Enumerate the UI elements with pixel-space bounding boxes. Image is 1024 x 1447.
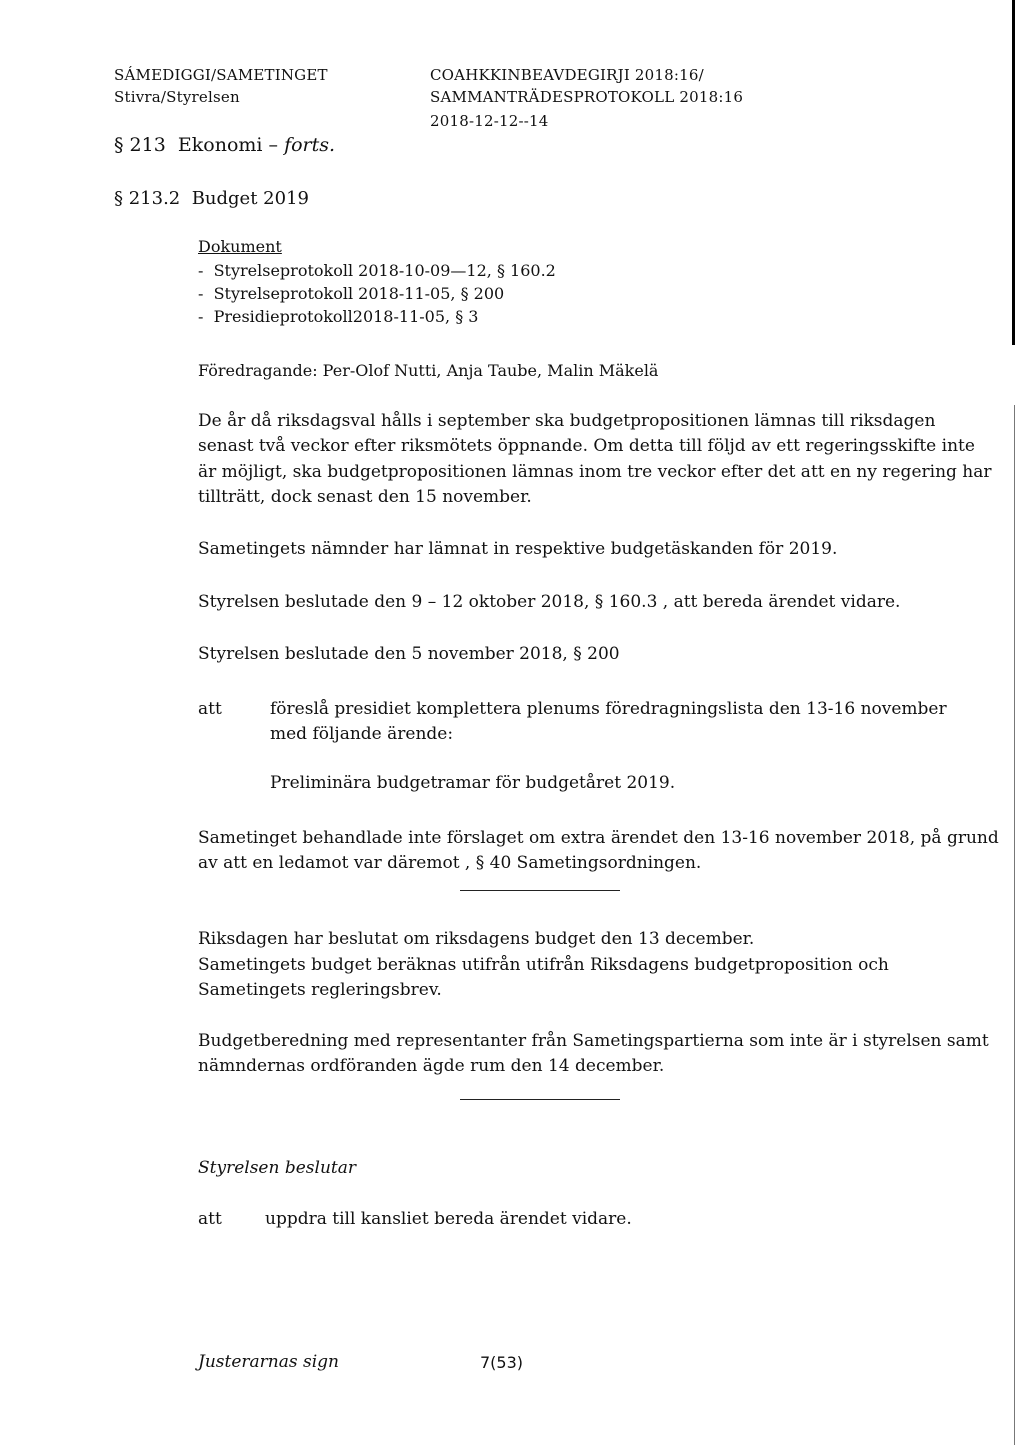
protocol-title: COAHKKINBEAVDEGIRJI 2018:16/ [430, 66, 704, 84]
paragraph: Styrelsen beslutade den 9 – 12 oktober 2018, § 160.3 , att bereda ärendet vidare. [198, 592, 901, 612]
section-forts: forts. [284, 134, 336, 156]
paragraph: Sametingets nämnder har lämnat in respektive budgetäskanden för 2019. [198, 539, 838, 559]
org-name: SÁMEDIGGI/SAMETINGET [114, 66, 328, 84]
att-marker: att [198, 699, 222, 719]
presenters: Föredragande: Per-Olof Nutti, Anja Taube, Malin Mäkelä [198, 361, 659, 380]
agenda-item: Preliminära budgetramar för budgetåret 2019. [270, 773, 676, 793]
paragraph-line: tillträtt, dock senast den 15 november. [198, 487, 532, 507]
protocol-subtitle: SAMMANTRÄDESPROTOKOLL 2018:16 [430, 88, 744, 106]
document-item: - Styrelseprotokoll 2018-11-05, § 200 [198, 284, 505, 303]
page-number: 7(53) [480, 1353, 524, 1372]
decision-att-marker: att [198, 1209, 222, 1229]
document-item: - Presidieprotokoll2018-11-05, § 3 [198, 307, 479, 326]
paragraph-line: Sametinget behandlade inte förslaget om extra ärendet den 13-16 november 2018, på grund [198, 828, 999, 848]
separator-rule [460, 1099, 620, 1100]
section-heading [114, 134, 335, 156]
paragraph-line: De år då riksdagsval hålls i september ska budgetpropositionen lämnas till riksdagen [198, 411, 936, 431]
att-text: föreslå presidiet komplettera plenums föredragningslista den 13-16 november [270, 699, 947, 719]
scan-edge-line [1014, 405, 1015, 1445]
subsection-heading: § 213.2 Budget 2019 [114, 188, 309, 209]
paragraph: Styrelsen beslutade den 5 november 2018, § 200 [198, 644, 620, 664]
org-unit: Stivra/Styrelsen [114, 88, 240, 106]
paragraph-line: Sametingets budget beräknas utifrån utifrån Riksdagens budgetproposition och [198, 955, 889, 975]
paragraph-line: senast två veckor efter riksmötets öppnande. Om detta till följd av ett regeringsskifte inte [198, 436, 975, 456]
section-label: § 213 Ekonomi – [114, 134, 279, 156]
signature-label: Justerarnas sign [198, 1352, 339, 1372]
paragraph-line: nämndernas ordföranden ägde rum den 14 december. [198, 1056, 665, 1076]
document-item: - Styrelseprotokoll 2018-10-09—12, § 160.2 [198, 261, 556, 280]
paragraph-line: Budgetberedning med representanter från Sametingspartierna som inte är i styrelsen samt [198, 1031, 989, 1051]
paragraph-line: av att en ledamot var däremot , § 40 Sametingsordningen. [198, 853, 702, 873]
decision-heading: Styrelsen beslutar [198, 1158, 356, 1178]
paragraph-line: Sametingets regleringsbrev. [198, 980, 442, 1000]
separator-rule [460, 890, 620, 891]
att-text: med följande ärende: [270, 724, 454, 744]
paragraph-line: är möjligt, ska budgetpropositionen lämnas inom tre veckor efter det att en ny regering har [198, 462, 992, 482]
meeting-date: 2018-12-12--14 [430, 112, 549, 130]
decision-text: uppdra till kansliet bereda ärendet vidare. [265, 1209, 632, 1229]
paragraph-line: Riksdagen har beslutat om riksdagens budget den 13 december. [198, 929, 755, 949]
documents-heading: Dokument [198, 237, 282, 256]
scan-edge-line [1012, 0, 1015, 345]
